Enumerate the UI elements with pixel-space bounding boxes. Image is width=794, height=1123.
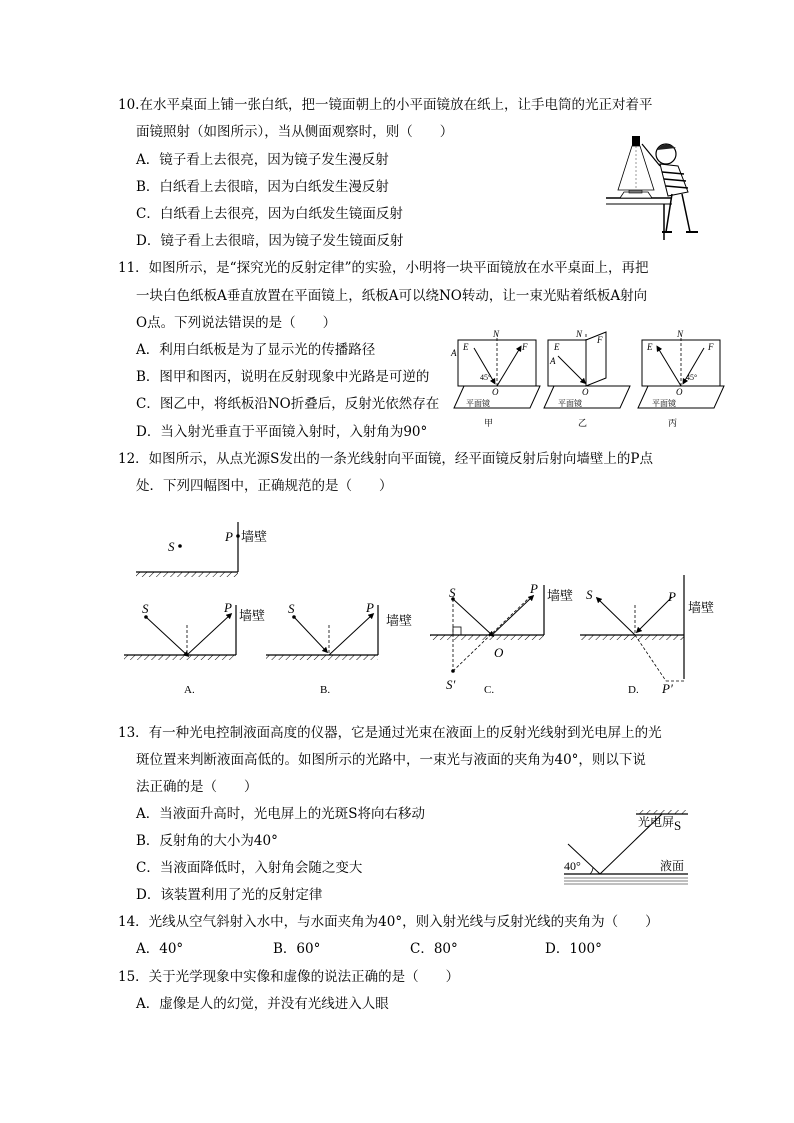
q13-figure-liquid-level xyxy=(560,808,700,888)
q11-stem-line1: 11．如图所示，是“探究光的反射定律”的实验，小明将一块平面镜放在水平桌面上，再把 xyxy=(118,260,649,276)
q12-a-label-s: S xyxy=(142,601,149,616)
q14-option-d: D．100° xyxy=(545,941,602,957)
q11-bing-angle: 45° xyxy=(686,373,698,382)
q10-stem-line2: 面镜照射（如图所示），当从侧面观察时，则（ ） xyxy=(136,124,454,140)
q12-stem-line2: 处．下列四幅图中，正确规范的是（ ） xyxy=(136,478,393,494)
q11-fig-jia xyxy=(450,329,540,428)
q12-stem-line1: 12．如图所示，从点光源S发出的一条光线射向平面镜，经平面镜反射后射向墙壁上的P点 xyxy=(118,451,654,467)
q11-yi-label-e: E xyxy=(554,342,560,352)
q11-yi-label-f: F xyxy=(597,335,603,345)
q12-c-label-s: S xyxy=(449,585,456,600)
q13-stem-line2: 斑位置来判断液面高低的。如图所示的光路中，一束光与液面的夹角为40°，则以下说 xyxy=(136,752,646,768)
q14-option-b: B．60° xyxy=(273,941,321,957)
q11-option-d: D．当入射光垂直于平面镜入射时，入射角为90° xyxy=(136,424,428,440)
q11-option-b: B．图甲和图丙，说明在反射现象中光路是可逆的 xyxy=(136,369,430,385)
q10-option-b: B．白纸看上去很暗，因为白纸发生漫反射 xyxy=(136,179,389,195)
q12-problem-label-p: P xyxy=(225,529,233,544)
q11-bing-mirror: 平面镜 xyxy=(652,399,676,408)
q14-stem: 14．光线从空气斜射入水中，与水面夹角为40°，则入射光线与反射光线的夹角为（ ） xyxy=(118,914,659,930)
q13-option-d: D．该装置利用了光的反射定律 xyxy=(136,887,323,903)
q11-caption-yi: 乙 xyxy=(578,418,588,428)
q12-c-label-p: P xyxy=(530,581,538,596)
q11-jia-label-a: A xyxy=(451,348,457,358)
q11-fig-yi xyxy=(544,329,630,428)
q11-stem-line3: O点。下列说法错误的是（ ） xyxy=(136,315,337,331)
q11-yi-label-o: O xyxy=(582,387,589,397)
q14-option-c: C．80° xyxy=(410,941,458,957)
q12-a-label-p: P xyxy=(224,600,232,615)
q12-d-label-p-image: P′ xyxy=(662,681,673,696)
q15-stem: 15．关于光学现象中实像和虚像的说法正确的是（ ） xyxy=(118,969,460,985)
q11-yi-label-a: A xyxy=(550,356,556,366)
q12-option-d-label: D. xyxy=(628,684,639,696)
q12-option-a-label: A. xyxy=(184,684,195,696)
q13-option-c: C．当液面降低时，入射角会随之变大 xyxy=(136,860,363,876)
q11-jia-angle: 45° xyxy=(480,373,492,382)
q15-option-a: A．虚像是人的幻觉，并没有光线进入人眼 xyxy=(136,996,389,1012)
q11-bing-label-o: O xyxy=(676,387,683,397)
q12-d-label-s: S xyxy=(586,587,593,602)
q11-yi-label-n: N xyxy=(576,329,583,339)
q14-option-a: A．40° xyxy=(136,941,184,957)
q12-c-label-o: O xyxy=(494,645,504,660)
q12-d-label-wall: 墙壁 xyxy=(688,600,715,615)
q12-problem-label-s: S xyxy=(168,539,175,554)
q10-stem-line1: 10.在水平桌面上铺一张白纸，把一镜面朝上的小平面镜放在纸上，让手电筒的光正对着平 xyxy=(118,97,653,113)
q11-jia-label-o: O xyxy=(492,387,499,397)
q12-a-label-wall: 墙壁 xyxy=(239,608,266,623)
q11-option-c: C．图乙中，将纸板沿NO折叠后，反射光依然存在 xyxy=(136,396,440,412)
q12-problem-label-wall: 墙壁 xyxy=(241,529,268,544)
q13-stem-line1: 13．有一种光电控制液面高度的仪器，它是通过光束在液面上的反射光线射到光电屏上的光 xyxy=(118,725,662,741)
q11-jia-label-f: F xyxy=(522,342,528,352)
q11-jia-label-e: E xyxy=(463,342,469,352)
q11-jia-mirror: 平面镜 xyxy=(466,399,490,408)
q12-option-a-diagram xyxy=(124,600,265,696)
q13-label-liquid: 液面 xyxy=(660,859,685,873)
q10-option-a: A．镜子看上去很亮，因为镜子发生漫反射 xyxy=(136,152,389,168)
q13-option-b: B．反射角的大小为40° xyxy=(136,833,278,849)
q11-bing-label-f: F xyxy=(708,342,714,352)
q13-label-angle: 40° xyxy=(564,859,581,873)
q12-b-label-s: S xyxy=(288,601,295,616)
q12-b-label-p: P xyxy=(366,600,374,615)
q12-c-label-s-image: S′ xyxy=(446,677,456,692)
q12-option-b-diagram xyxy=(266,600,412,696)
q12-option-c-diagram xyxy=(430,581,573,696)
q11-figure-reflection-experiment xyxy=(446,330,736,430)
q13-label-screen: 光电屏 xyxy=(638,815,675,829)
q11-jia-label-n: N xyxy=(493,329,500,339)
q13-option-a: A．当液面升高时，光电屏上的光斑S将向右移动 xyxy=(136,806,425,822)
q10-option-c: C．白纸看上去很亮，因为白纸发生镜面反射 xyxy=(136,206,403,222)
q11-fig-bing xyxy=(638,329,724,428)
q12-option-c-label: C. xyxy=(484,684,495,696)
q12-option-d-diagram xyxy=(580,575,714,696)
q11-yi-mirror: 平面镜 xyxy=(558,399,582,408)
q12-figure-options xyxy=(120,581,720,696)
q11-option-a: A．利用白纸板是为了显示光的传播路径 xyxy=(136,342,376,358)
q11-caption-jia: 甲 xyxy=(484,418,494,428)
q10-option-d: D．镜子看上去很暗，因为镜子发生镜面反射 xyxy=(136,233,404,249)
q13-stem-line3: 法正确的是（ ） xyxy=(136,779,258,795)
q12-figure-problem xyxy=(130,518,270,578)
q11-stem-line2: 一块白色纸板A垂直放置在平面镜上，纸板A可以绕NO转动，让一束光贴着纸板A射向 xyxy=(136,288,648,304)
q12-d-label-p: P xyxy=(668,589,676,604)
q11-bing-label-n: N xyxy=(677,329,684,339)
q12-b-label-wall: 墙壁 xyxy=(386,613,413,628)
q11-bing-label-e: E xyxy=(647,342,653,352)
q12-c-label-wall: 墙壁 xyxy=(547,588,574,603)
q11-caption-bing: 丙 xyxy=(668,418,678,428)
q12-option-b-label: B. xyxy=(320,684,331,696)
q13-label-s: S xyxy=(674,818,682,833)
q10-figure-flashlight-illustration xyxy=(602,132,712,242)
